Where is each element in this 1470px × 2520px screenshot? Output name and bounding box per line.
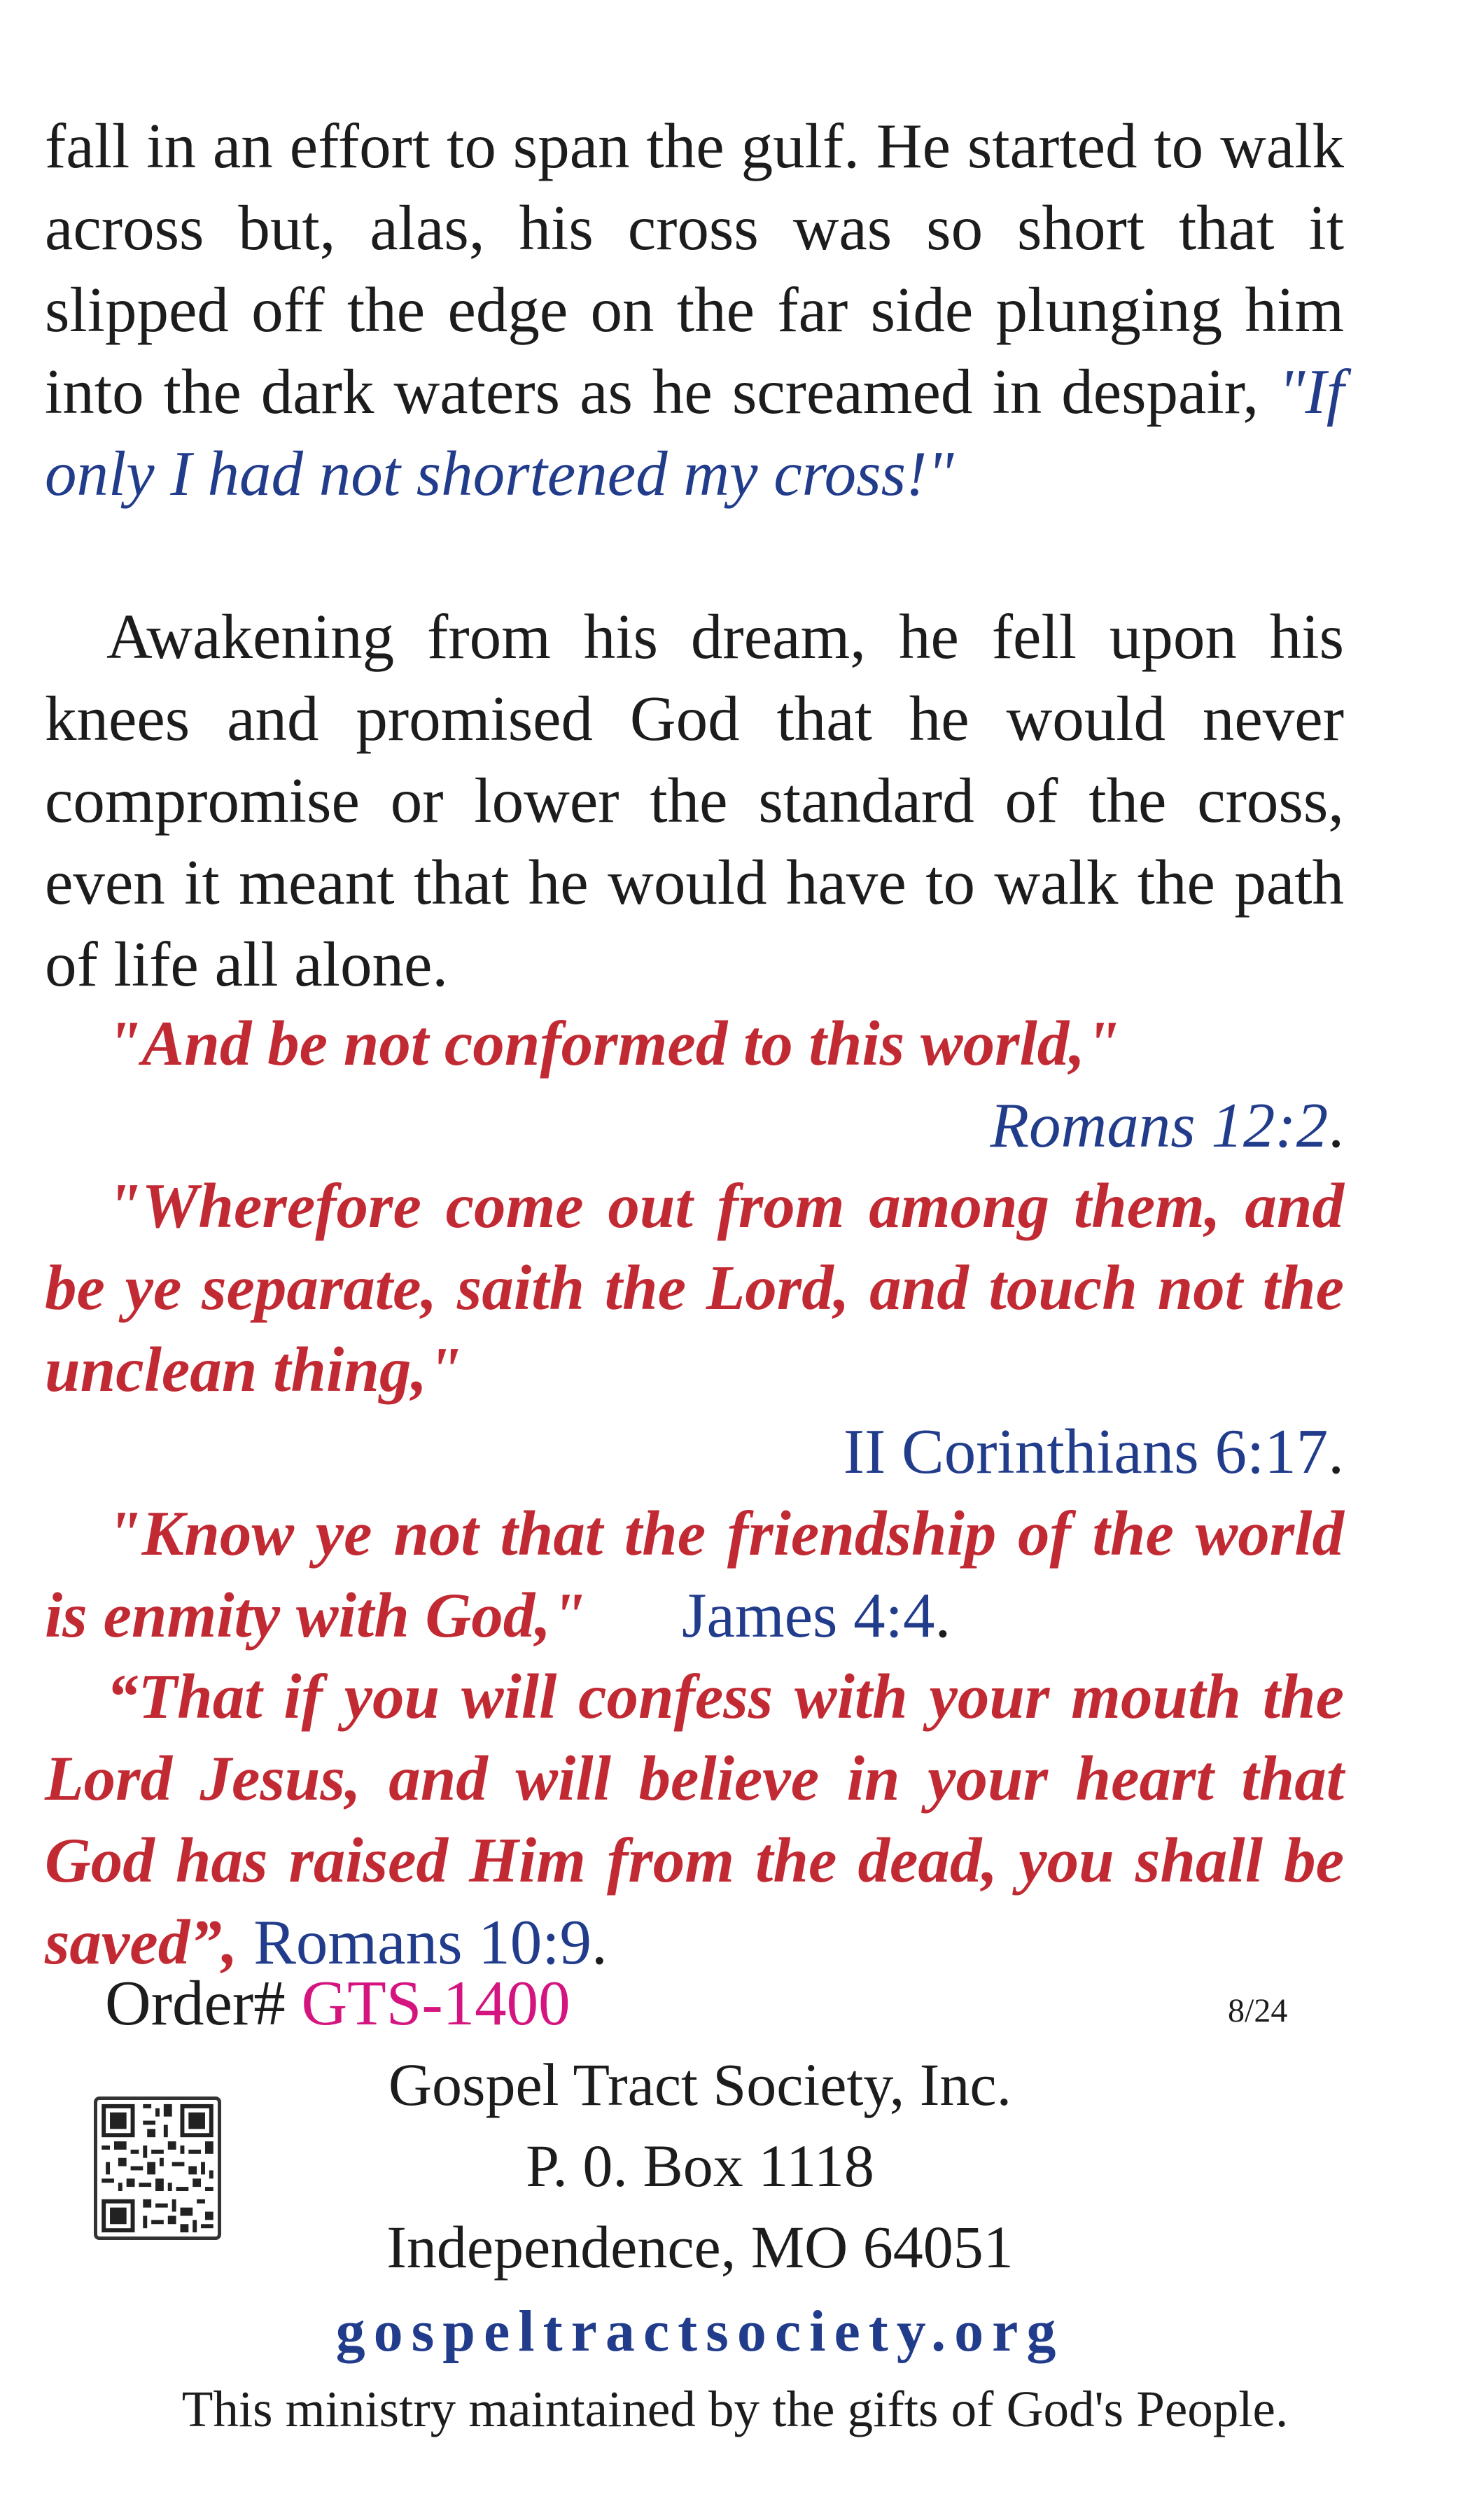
verse-ref-text: Romans 12:2 bbox=[990, 1090, 1329, 1161]
verse-ref-2-corinthians bbox=[844, 1410, 1344, 1492]
verse-quote-romans-10: “That if you will confess with your mouth the Lord Jesus, and will believe in your heart that God has raised Him from the dead, you shall be saved”, bbox=[45, 1661, 1344, 1977]
verse-ref-text: II Corinthians 6:17 bbox=[843, 1416, 1329, 1487]
order-code: GTS-1400 bbox=[301, 1968, 570, 2038]
story-text-1: fall in an effort to span the gulf. He started to walk across but, alas, his cross was so short that it slipped off the edge on the far side plunging him into the dark waters as he screamed in despair, bbox=[45, 111, 1344, 427]
verse-quote-romans-12: "And be not conformed to this world," bbox=[106, 1008, 1121, 1079]
website-link[interactable]: gospeltractsociety.org bbox=[335, 2299, 1065, 2364]
verse-ref-james: James 4:4 bbox=[682, 1580, 935, 1651]
verse-ref-romans-12 bbox=[990, 1084, 1344, 1166]
verse-romans-10 bbox=[45, 1656, 1344, 1983]
verse-ref-period: . bbox=[1328, 1416, 1344, 1487]
verse-james bbox=[45, 1492, 1344, 1656]
verse-quote-james: "Know ye not that the friendship of the world is enmity with God," bbox=[45, 1498, 1344, 1651]
verse-ref-romans-10: Romans 10:9 bbox=[253, 1907, 592, 1977]
verse-quote-2-corinthians: "Wherefore come out from among them, and be ye separate, saith the Lord, and touch not the unclean thing," bbox=[45, 1170, 1344, 1405]
shortened-cross-quote: "If only I had not shortened my cross!" bbox=[45, 356, 1344, 509]
qr-code-icon bbox=[94, 2096, 221, 2240]
print-date: 8/24 bbox=[1228, 1992, 1288, 2029]
verse-ref-period: . bbox=[934, 1580, 951, 1651]
ministry-footer: This ministry maintained by the gifts of God's People. bbox=[181, 2381, 1289, 2437]
verse-ref-period: . bbox=[592, 1907, 608, 1977]
verse-ref-period: . bbox=[1328, 1090, 1344, 1161]
story-paragraph-1 bbox=[45, 105, 1344, 514]
org-name: Gospel Tract Society, Inc. bbox=[388, 2051, 1012, 2118]
story-paragraph-2: Awakening from his dream, he fell upon his knees and promised God that he would never compromise or lower the standard of the cross, even it meant that he would have to walk the path of life all alone. bbox=[45, 601, 1344, 1000]
city-state-zip: Independence, MO 64051 bbox=[386, 2213, 1014, 2281]
order-number bbox=[105, 1962, 570, 2044]
po-box: P. 0. Box 1118 bbox=[526, 2132, 874, 2199]
order-label: Order# bbox=[105, 1968, 286, 2038]
